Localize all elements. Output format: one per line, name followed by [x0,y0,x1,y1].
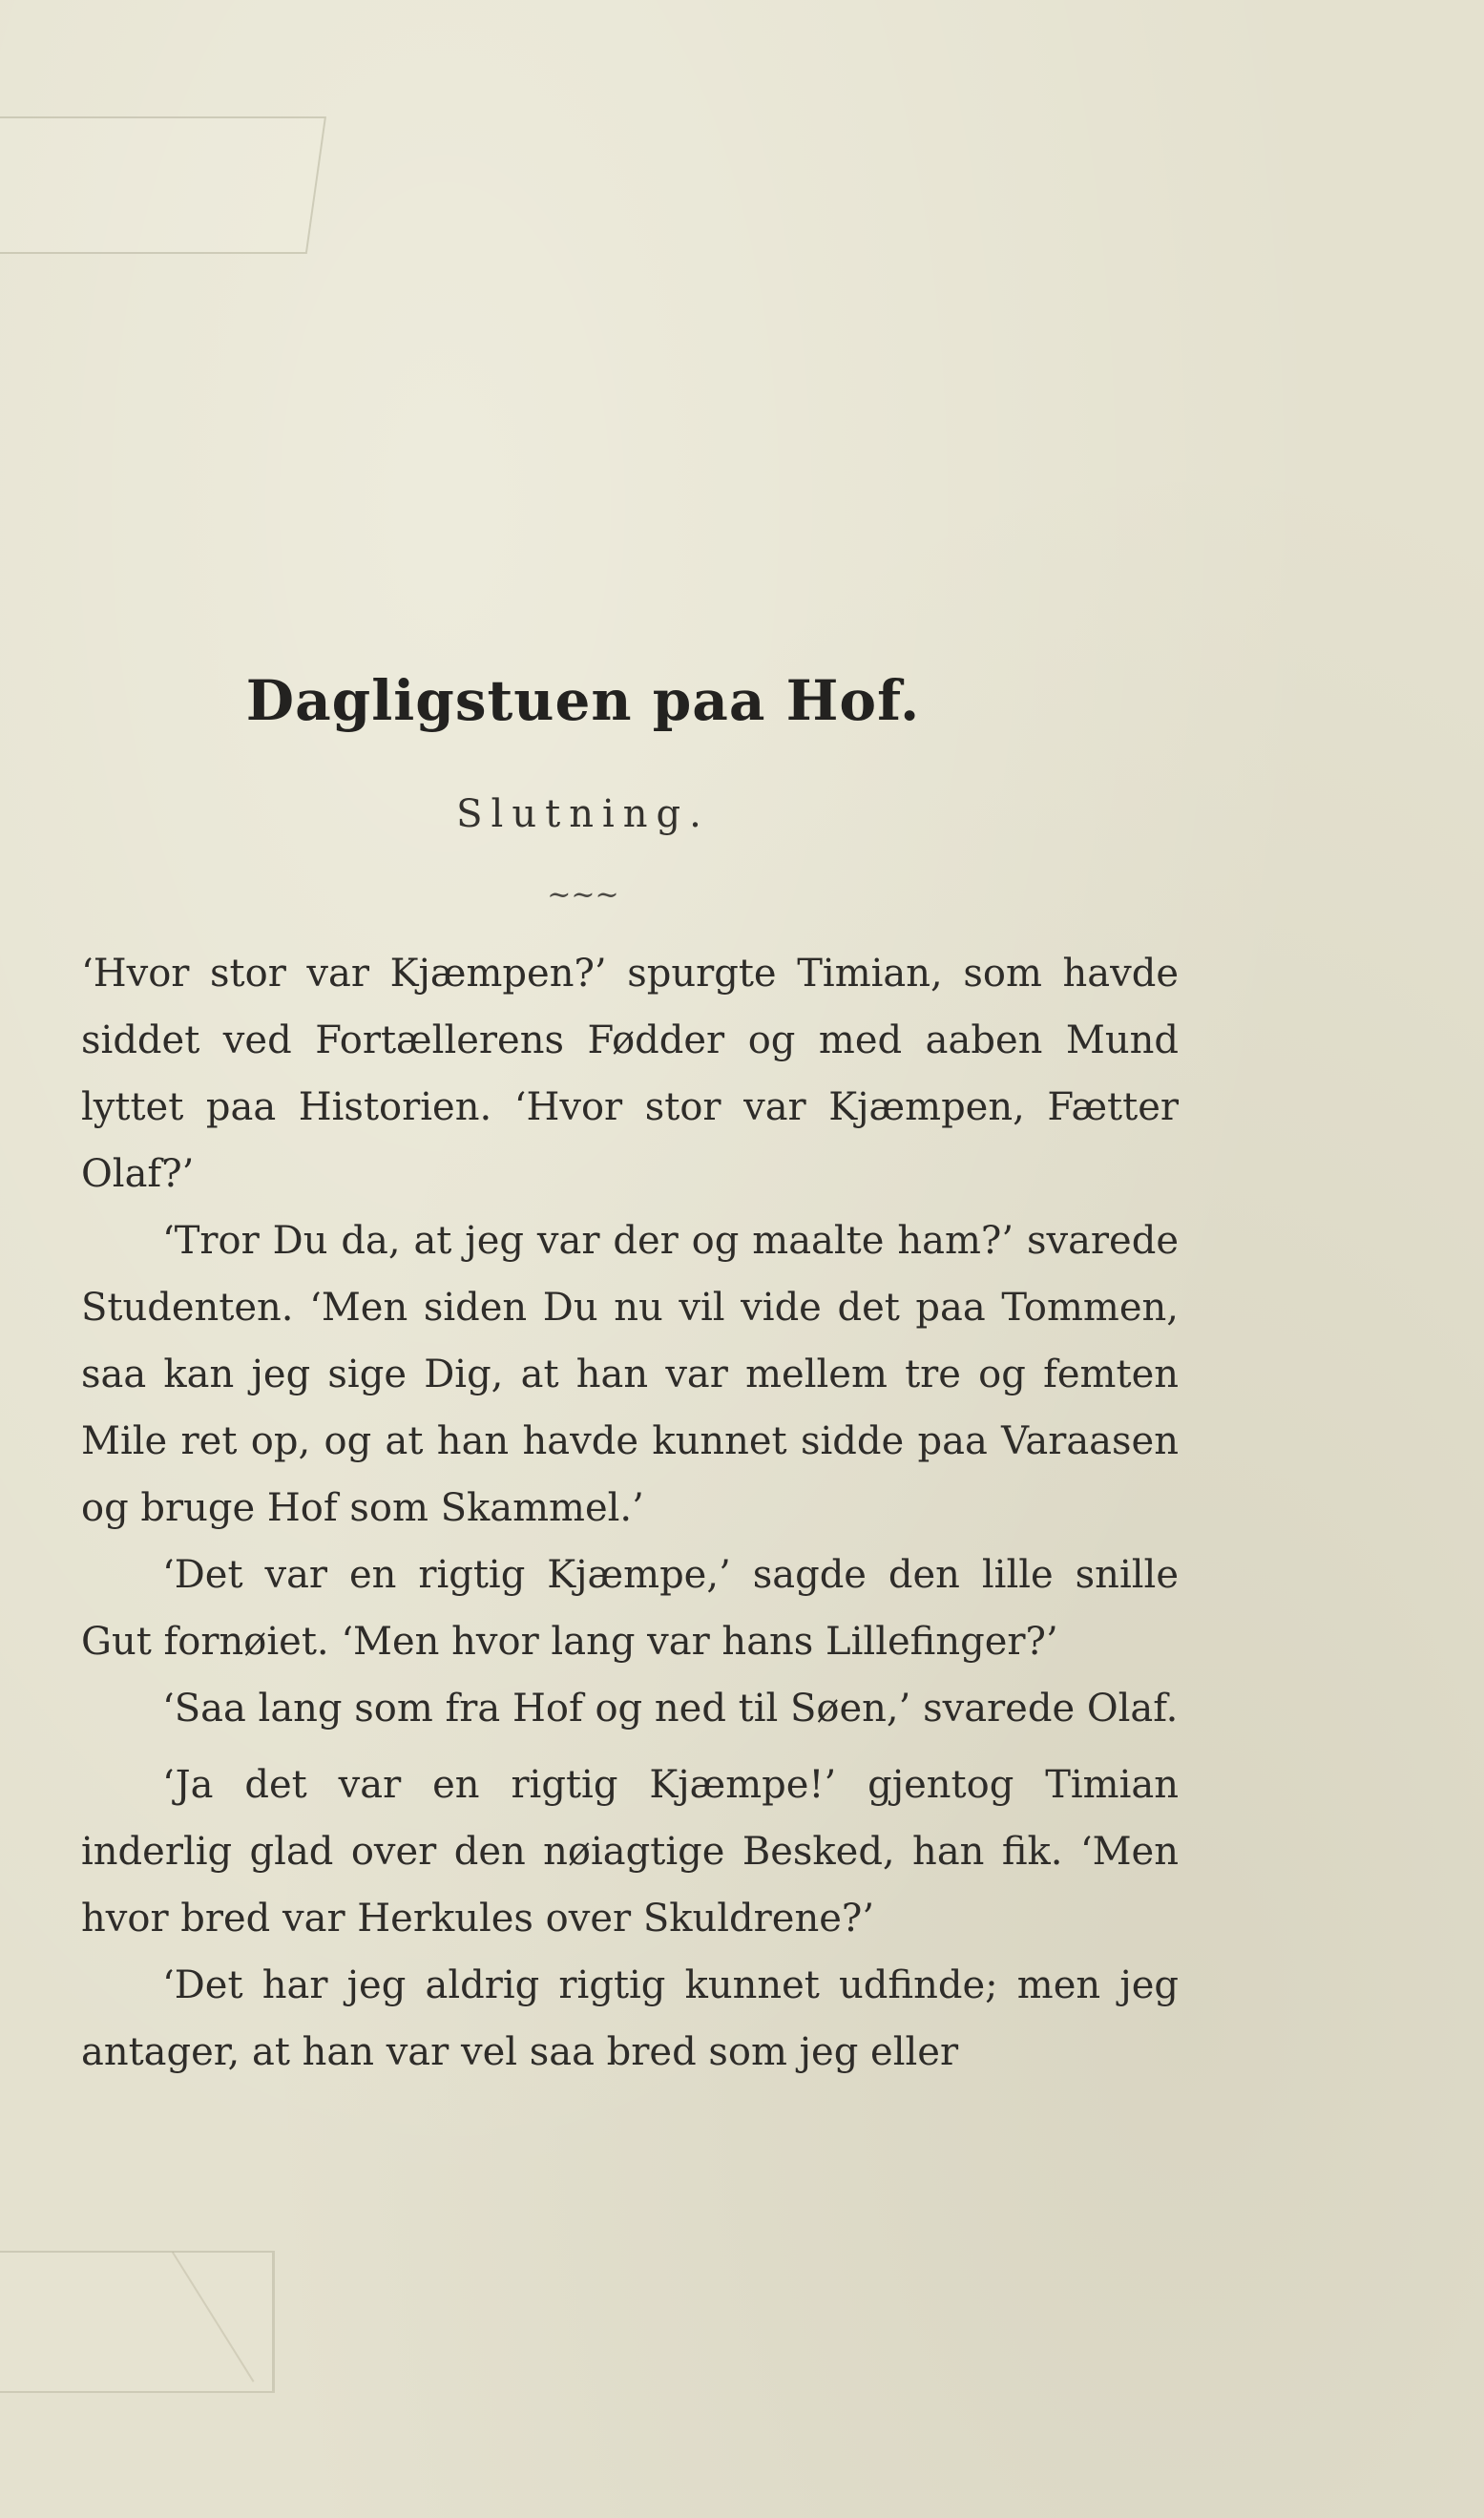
chapter-title: Dagligstuen paa Hof. [245,668,921,733]
paper-tab-artifact-bottom [0,2251,275,2393]
paragraph-5: ‘Ja det var en rigtig Kjæmpe!’ gjentog Timian inderlig glad over den nøiagtige Besked, han fik. ‘Men hvor bred var Herkules over Skuldrene?’ [81,1763,1179,1941]
body-text [81,940,1179,2086]
paragraph-2: ‘Tror Du da, at jeg var der og maalte ham?’ svarede Studenten. ‘Men siden Du nu vil vide det paa Tommen, saa kan jeg sige Dig, at han var mellem tre og femten Mile ret op, og at han havde kunnet sidde paa Varaasen og bruge Hof som Skammel.’ [81,1219,1179,1530]
paper-tab-artifact-top [0,116,326,254]
paragraph-1: ‘Hvor stor var Kjæmpen?’ spurgte Timian, som havde siddet ved Fortællerens Fødder og med aaben Mund lyttet paa Historien. ‘Hvor stor var Kjæmpen, Fætter Olaf?’ [81,952,1179,1196]
paragraph-4: ‘Saa lang som fra Hof og ned til Søen,’ svarede Olaf. [162,1687,1179,1731]
ornament-divider: ~~~ [547,878,619,912]
paragraph-6: ‘Det har jeg aldrig rigtig kunnet udfinde; men jeg antager, at han var vel saa bred som jeg eller [81,1963,1179,2074]
chapter-subtitle: Slutning. [456,792,710,836]
paragraph-3: ‘Det var en rigtig Kjæmpe,’ sagde den lille snille Gut fornøiet. ‘Men hvor lang var hans Lillefinger?’ [81,1553,1179,1664]
